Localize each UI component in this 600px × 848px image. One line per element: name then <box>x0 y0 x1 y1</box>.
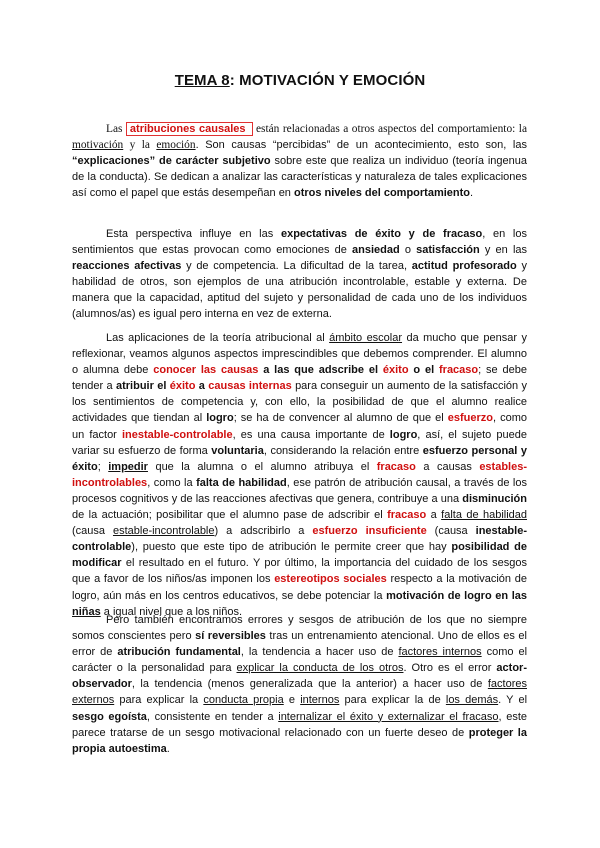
bold-term: atribuir el <box>116 380 170 393</box>
bold-term: logro <box>389 428 418 441</box>
bold-term: expectativas de éxito y de fracaso <box>280 228 483 240</box>
p3-text: da mucho que pensar y reflexionar, veamos algunos aspectos imprescindibles que debemos comprender. El alumno o alumna debe <box>72 332 527 377</box>
red-term: fracaso <box>376 460 416 473</box>
p3-text: a <box>426 509 442 522</box>
red-term: éxito <box>169 380 196 393</box>
p3-text: , así, el sujeto puede variar su esfuerzo de forma <box>72 428 527 457</box>
p3-text: (causa <box>72 525 113 538</box>
title-topic-label: TEMA 8 <box>174 72 230 89</box>
bold-term: a <box>195 380 209 393</box>
bold-term: actor-observador <box>72 662 527 691</box>
red-term: fracaso <box>439 364 479 377</box>
red-term: conocer las causas <box>153 364 259 377</box>
p2-text: , en los sentimientos que estas provocan como emociones de <box>72 228 527 257</box>
underlined-term: los demás <box>445 694 499 707</box>
bold-term: voluntaria <box>211 444 264 457</box>
p2-text: o <box>399 244 417 257</box>
p2-text: y habilidad de otros, son ejemplos de una atribución incontrolable, estable y externa. De manera que la capacidad, aptitud del sujeto y personalidad de cada uno de los individuos (alumnos/as) es igual pero interna en vez de externa. <box>72 260 527 321</box>
p3-text: el resultado en el futuro. Y por último, la importancia del cuidado de los sesgos que a favor de los niños/as imponen los <box>72 557 527 586</box>
p1-text: y la <box>123 139 157 152</box>
red-term: esfuerzo insuficiente <box>312 525 427 538</box>
paragraph-3 <box>72 330 527 620</box>
underlined-term: ámbito escolar <box>329 332 403 344</box>
underlined-term: falta de habilidad <box>441 509 528 522</box>
red-term: fracaso <box>387 509 427 522</box>
red-term: éxito <box>382 364 409 377</box>
p1-text: . Son causas “percibidas” de un acontecimiento, esto son, las <box>195 139 527 152</box>
bold-term: esfuerzo personal y éxito <box>72 444 527 473</box>
underlined-term: motivación <box>72 139 124 152</box>
bold-term: atribución fundamental <box>117 646 241 659</box>
p3-text: , ese patrón de atribución causal, a través de los procesos cognitivos y de las reacciones afectivas que genera, contribuye a una <box>72 476 527 505</box>
underlined-term: internos <box>300 694 340 707</box>
p4-text: , consistente en tender a <box>146 710 279 723</box>
p3-text: , considerando la relación entre <box>263 444 423 457</box>
p3-text: respecto a la motivación de logro, aún más en los centros educativos, se debe potenciar la <box>72 573 527 602</box>
bold-term: proteger la propia autoestima <box>72 726 527 755</box>
bold-term: disminución <box>462 492 527 505</box>
bold-underlined-term: impedir <box>108 460 148 473</box>
p4-text: . <box>166 742 170 755</box>
p2-text: Esta perspectiva influye en las <box>106 228 281 240</box>
p4-text: Pero también encontramos errores y sesgos de atribución de los que no siempre somos conscientes pero <box>72 614 527 643</box>
title-text: : MOTIVACIÓN Y EMOCIÓN <box>229 72 426 89</box>
p4-text: tras un entrenamiento atencional. Uno de ellos es el error de <box>72 630 527 659</box>
p4-text: . Otro es el error <box>403 662 497 675</box>
paragraph-2 <box>72 226 527 323</box>
p4-text: como el carácter o la personalidad para <box>72 646 528 675</box>
underlined-term: estable-incontrolable <box>112 525 215 538</box>
underlined-term: emoción <box>156 139 196 152</box>
p4-text: , la tendencia a hacer uso de <box>240 646 399 659</box>
p1-text: . <box>470 187 474 200</box>
p3-text: ; se debe tender a <box>72 364 527 393</box>
highlighted-term: atribuciones causales <box>126 122 253 136</box>
p4-text: para explicar la <box>114 694 204 707</box>
underlined-term: factores internos <box>398 646 482 659</box>
red-term: esfuerzo <box>447 412 493 425</box>
p3-text: de la actuación; posibilitar que el alumno pase de adscribir el <box>72 509 388 522</box>
red-term: inestable-controlable <box>121 428 233 441</box>
bold-term: sí reversibles <box>195 630 266 643</box>
red-term: estables-incontrolables <box>72 460 528 489</box>
red-term: estereotipos sociales <box>274 573 387 586</box>
underlined-term: conducta propia <box>203 694 284 707</box>
bold-underlined-term: niñas <box>72 605 101 618</box>
p2-text: y de competencia. La dificultad de la tarea, <box>181 260 412 273</box>
p3-text: Las aplicaciones de la teoría atribucional al <box>106 332 330 344</box>
underlined-term: explicar la conducta de los otros <box>236 662 404 675</box>
bold-term: falta de habilidad <box>196 476 287 489</box>
bold-term: actitud profesorado <box>411 260 517 273</box>
paragraph-1 <box>72 121 527 201</box>
p3-text: a igual nivel que a los niños. <box>100 605 242 618</box>
bold-term: ansiedad <box>352 244 400 257</box>
p1-text: sobre este que realiza un individuo (teoría ingenua de la conducta). Se dedican a analizar las características y naturaleza de tales explicaciones así como el papel que estás desempeñan en <box>72 155 527 200</box>
underlined-term: factores externos <box>72 678 527 707</box>
p3-text: , como la <box>147 476 197 489</box>
paragraph-4 <box>72 612 527 757</box>
bold-term: o el <box>408 364 439 377</box>
p4-text: para explicar la de <box>339 694 446 707</box>
p4-text: e <box>283 694 301 707</box>
p2-text: y en las <box>479 244 528 257</box>
bold-term: “explicaciones” de carácter subjetivo <box>72 155 271 168</box>
underlined-term: internalizar el éxito y externalizar el fracaso <box>278 710 499 723</box>
bold-term: posibilidad de modificar <box>72 541 527 570</box>
p1-text: están relacionadas a otros aspectos del comportamiento: la <box>252 123 527 135</box>
p3-text: a causas <box>415 460 480 473</box>
p4-text: . Y el <box>498 694 528 707</box>
p3-text: , como un factor <box>72 412 527 441</box>
bold-term: sesgo egoísta <box>72 710 147 723</box>
page-title <box>0 72 600 89</box>
p3-text: (causa <box>426 525 476 538</box>
p3-text: ), puesto que este tipo de atribución le permite creer que hay <box>131 541 452 554</box>
p4-text: , la tendencia (menos generalizada que la anterior) a hacer uso de <box>131 678 488 691</box>
bold-term: satisfacción <box>416 244 480 257</box>
bold-term: a las que adscribe el <box>258 364 383 377</box>
red-term: causas internas <box>208 380 292 393</box>
bold-term: inestable-controlable <box>72 525 527 554</box>
p3-text: que la alumna o el alumno atribuya el <box>147 460 377 473</box>
bold-term: reacciones afectivas <box>72 260 182 273</box>
p3-text: ; <box>97 460 109 473</box>
bold-term: logro <box>206 412 234 425</box>
p3-text: ) a adscribirlo a <box>214 525 313 538</box>
p3-text: , es una causa importante de <box>232 428 390 441</box>
bold-term: otros niveles del comportamiento <box>293 187 471 200</box>
p4-text: , este parece tratarse de un sesgo motivacional relacionado con un fuerte deseo de <box>72 710 528 739</box>
p1-text: Las <box>106 123 126 135</box>
bold-term: motivación de logro en las <box>386 589 527 602</box>
p3-text: ; se ha de convencer al alumno de que el <box>233 412 448 425</box>
p3-text: para conseguir un aumento de la satisfacción y los sentimientos de competencia y, con ello, la posibilidad de que el alumno realice actividades que tiendan al <box>72 380 527 425</box>
